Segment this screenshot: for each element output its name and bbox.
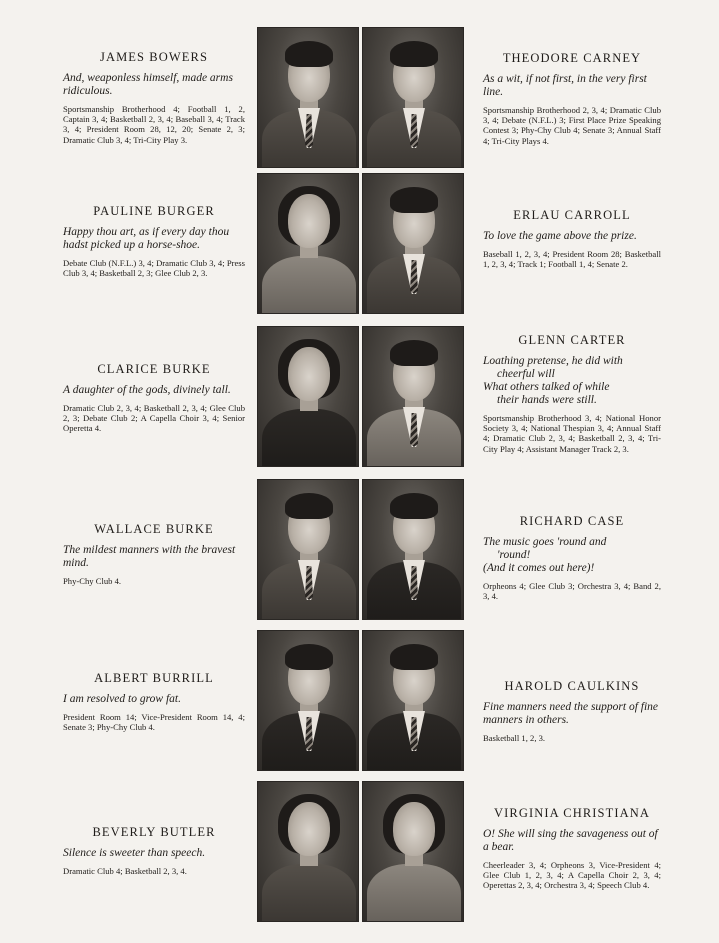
quote-line: Loathing pretense, he did with xyxy=(483,355,623,367)
student-name: JAMES BOWERS xyxy=(99,50,208,64)
quote-line: their hands were still. xyxy=(497,394,597,406)
photo-harold-caulkins xyxy=(362,630,464,771)
student-activities: Orpheons 4; Glee Club 3; Orchestra 3, 4; Band 2, 3, 4. xyxy=(483,581,661,602)
student-activities: Dramatic Club 4; Basketball 2, 3, 4. xyxy=(63,866,187,876)
student-quote: And, weaponless himself, made arms ridiculous. xyxy=(63,72,233,97)
student-activities: Basketball 1, 2, 3. xyxy=(483,733,546,743)
student-entry xyxy=(63,825,245,876)
quote-line: 'round! xyxy=(497,549,531,561)
student-entry xyxy=(63,204,245,278)
student-quote: The mildest manners with the bravest mind. xyxy=(63,544,236,569)
student-entry xyxy=(63,362,245,434)
photo-albert-burrill xyxy=(257,630,359,771)
student-activities: President Room 14; Vice-President Room 14, 4; Senate 3; Phy-Chy Club 4. xyxy=(63,712,245,733)
student-name: THEODORE CARNEY xyxy=(502,51,642,65)
quote-line: cheerful will xyxy=(497,368,555,380)
student-quote: A daughter of the gods, divinely tall. xyxy=(63,384,231,396)
quote-line: (And it comes out here)! xyxy=(483,562,595,574)
student-quote: Happy thou art, as if every day thou hadst picked up a horse-shoe. xyxy=(63,226,230,251)
student-entry xyxy=(483,333,661,454)
photo-erlau-carroll xyxy=(362,173,464,314)
student-quote: As a wit, if not first, in the very first line. xyxy=(483,73,647,98)
photo-james-bowers xyxy=(257,27,359,168)
student-name: CLARICE BURKE xyxy=(97,362,211,376)
student-entry xyxy=(483,679,661,743)
student-name: HAROLD CAULKINS xyxy=(504,679,640,693)
student-name: RICHARD CASE xyxy=(519,514,625,528)
student-name: GLENN CARTER xyxy=(518,333,626,347)
student-entry xyxy=(483,514,661,601)
photo-beverly-butler xyxy=(257,781,359,922)
student-activities: Sportsmanship Brotherhood 4; Football 1, 2, Captain 3, 4; Basketball 2, 3, 4; Baseball 3, 4; Track 3, 4; President Room 28, 12, 20; Senate 2, 3; Dramatic Club 3, 4; Tri-City Play 3. xyxy=(63,104,245,145)
photo-pauline-burger xyxy=(257,173,359,314)
student-entry xyxy=(483,51,661,146)
student-name: VIRGINIA CHRISTIANA xyxy=(494,806,650,820)
student-name: BEVERLY BUTLER xyxy=(92,825,216,839)
student-entry xyxy=(483,806,661,891)
student-name: WALLACE BURKE xyxy=(94,522,214,536)
student-activities: Dramatic Club 2, 3, 4; Basketball 2, 3, 4; Glee Club 2, 3; Debate Club 2; A Capella Choir 3, 4; Senior Operetta 4. xyxy=(63,403,245,434)
student-entry xyxy=(483,208,661,269)
photo-theodore-carney xyxy=(362,27,464,168)
student-name: ALBERT BURRILL xyxy=(94,671,214,685)
student-activities: Sportsmanship Brotherhood 3, 4; National Honor Society 3, 4; National Thespian 3, 4; Annual Staff 4; Dramatic Club 2, 3, 4; Basketball 2, 3, 4; Tri-City Play 4; Assistant Manager Track 2, 3. xyxy=(483,413,661,454)
student-quote: O! She will sing the savageness out of a bear. xyxy=(483,828,658,853)
student-activities: Sportsmanship Brotherhood 2, 3, 4; Dramatic Club 3, 4; Debate (N.F.L.) 3; First Place Prize Speaking Contest 3; Phy-Chy Club 4; Senate 3; Annual Staff 4; Tri-City Plays 4. xyxy=(483,105,661,146)
student-quote: To love the game above the prize. xyxy=(483,230,637,242)
student-activities: Debate Club (N.F.L.) 3, 4; Dramatic Club 3, 4; Press Club 3, 4; Basketball 2, 3; Glee Club 2, 3. xyxy=(63,258,245,279)
student-quote: I am resolved to grow fat. xyxy=(63,693,181,705)
photo-glenn-carter xyxy=(362,326,464,467)
student-name: ERLAU CARROLL xyxy=(513,208,631,222)
photo-richard-case xyxy=(362,479,464,620)
photo-virginia-christiana xyxy=(362,781,464,922)
quote-line: The music goes 'round and xyxy=(483,536,607,548)
student-entry xyxy=(63,671,245,732)
student-activities: Baseball 1, 2, 3, 4; President Room 28; Basketball 1, 2, 3, 4; Track 1; Football 1, 4; Senate 2. xyxy=(483,249,661,270)
student-entry xyxy=(63,50,245,145)
student-quote: Silence is sweeter than speech. xyxy=(63,847,206,859)
photo-wallace-burke xyxy=(257,479,359,620)
student-activities: Cheerleader 3, 4; Orpheons 3, Vice-President 4; Glee Club 1, 2, 3, 4; A Capella Choir 2, 3, 4; Operettas 2, 3, 4; Orchestra 3, 4; Speech Club 4. xyxy=(483,860,661,891)
student-quote xyxy=(483,355,661,407)
student-activities: Phy-Chy Club 4. xyxy=(63,576,122,586)
student-name: PAULINE BURGER xyxy=(93,204,215,218)
student-quote: Fine manners need the support of fine manners in others. xyxy=(483,701,659,726)
student-quote xyxy=(483,536,661,575)
student-entry xyxy=(63,522,245,586)
photo-clarice-burke xyxy=(257,326,359,467)
quote-line: What others talked of while xyxy=(483,381,610,393)
